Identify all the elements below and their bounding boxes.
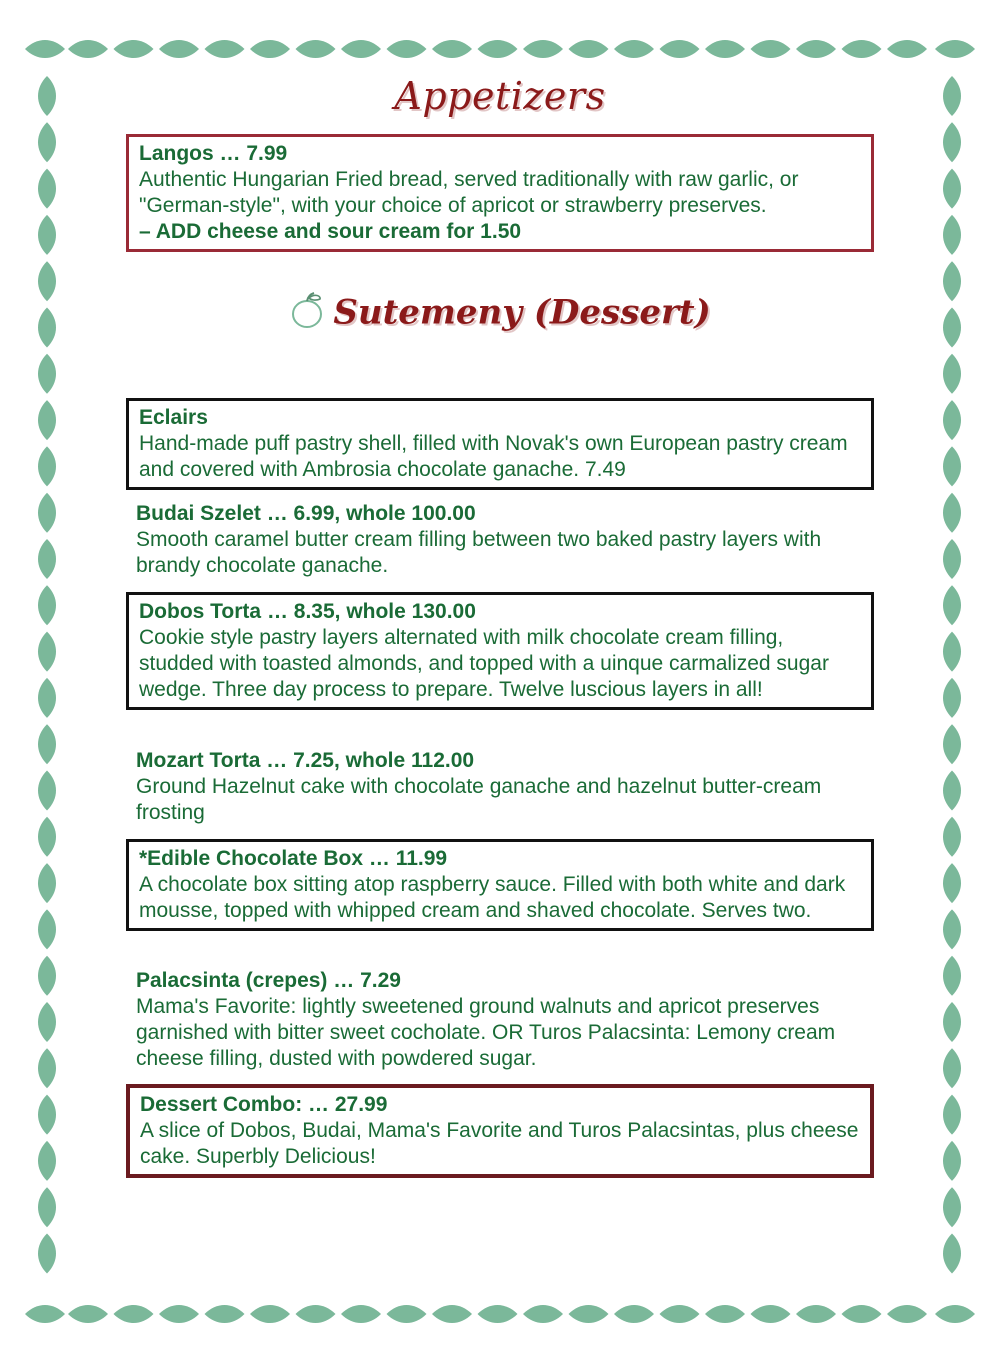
border-leaf-bottom (205, 1305, 245, 1323)
border-leaf-left (38, 632, 56, 672)
border-leaf-right (943, 724, 961, 764)
border-leaf-left (38, 863, 56, 903)
menu-item-langos (126, 134, 874, 252)
border-leaf-bottom (478, 1305, 518, 1323)
border-leaf-left (38, 817, 56, 857)
border-leaf-bottom (114, 1305, 154, 1323)
dessert-heading (0, 290, 1000, 339)
item-note: – ADD cheese and sour cream for 1.50 (139, 220, 522, 243)
border-leaf-left (38, 1095, 56, 1135)
border-leaf-top (341, 40, 381, 58)
border-leaf-right (943, 585, 961, 625)
border-leaf-left (38, 678, 56, 718)
border-leaf-right (943, 817, 961, 857)
border-leaf-right (943, 122, 961, 162)
border-leaf-bottom (569, 1305, 609, 1323)
border-leaf-left (38, 724, 56, 764)
menu-item-mozart-torta (126, 744, 874, 830)
border-leaf-bottom (751, 1305, 791, 1323)
border-leaf-right (943, 1002, 961, 1042)
border-leaf-left (38, 585, 56, 625)
border-leaf-top (478, 40, 518, 58)
border-leaf-right (943, 1095, 961, 1135)
item-name: Palacsinta (crepes) … 7.29 (136, 969, 401, 992)
border-leaf-top (660, 40, 700, 58)
border-leaf-bottom (614, 1305, 654, 1323)
item-name: Dessert Combo: … 27.99 (140, 1093, 388, 1116)
border-leaf-left (38, 400, 56, 440)
border-leaf-left (38, 771, 56, 811)
border-leaf-right (943, 632, 961, 672)
menu-item-dobos-torta (126, 592, 874, 710)
border-leaf-bottom (523, 1305, 563, 1323)
border-leaf-left (38, 169, 56, 209)
border-leaf-bottom (387, 1305, 427, 1323)
border-leaf-bottom (432, 1305, 472, 1323)
border-leaf-top (751, 40, 791, 58)
menu-item-eclairs (126, 398, 874, 490)
border-leaf-left (38, 1002, 56, 1042)
border-leaf-right (943, 446, 961, 486)
item-name: Dobos Torta … 8.35, whole 130.00 (139, 600, 476, 623)
border-leaf-top (796, 40, 836, 58)
border-leaf-bottom (159, 1305, 199, 1323)
border-leaf-top (705, 40, 745, 58)
border-leaf-left (38, 909, 56, 949)
item-description: Smooth caramel butter cream filling between two baked pastry layers with brandy chocolate ganache. (136, 528, 822, 577)
border-leaf-right (943, 1234, 961, 1274)
border-leaf-top (887, 40, 927, 58)
border-leaf-right (943, 400, 961, 440)
border-leaf-left (38, 956, 56, 996)
border-leaf-top (569, 40, 609, 58)
border-leaf-corner (25, 1305, 65, 1323)
item-name: Mozart Torta … 7.25, whole 112.00 (136, 749, 475, 772)
item-name: *Edible Chocolate Box … 11.99 (139, 847, 448, 870)
border-leaf-bottom (887, 1305, 927, 1323)
dessert-heading-text: Sutemeny (Dessert) (333, 292, 711, 333)
border-leaf-right (943, 771, 961, 811)
border-leaf-left (38, 493, 56, 533)
border-leaf-left (38, 1141, 56, 1181)
border-leaf-left (38, 1234, 56, 1274)
border-leaf-right (943, 909, 961, 949)
appetizers-heading: Appetizers (394, 74, 606, 118)
border-leaf-bottom (796, 1305, 836, 1323)
item-description: Authentic Hungarian Fried bread, served traditionally with raw garlic, or "German-style", with your choice of apricot or strawberry preserves. (139, 168, 799, 217)
border-leaf-left (38, 1048, 56, 1088)
border-leaf-bottom (68, 1305, 108, 1323)
border-leaf-corner (25, 40, 65, 58)
item-description: Cookie style pastry layers alternated with milk chocolate cream filling, studded with toasted almonds, and topped with a uinque carmalized sugar wedge. Three day process to prepare. Twelve luscious layers in all! (139, 626, 829, 701)
item-description: Mama's Favorite: lightly sweetened ground walnuts and apricot preserves garnished with bitter sweet cocholate. OR Turos Palacsinta: Lemony cream cheese filling, dusted with powdered sugar. (136, 995, 836, 1070)
border-leaf-bottom (341, 1305, 381, 1323)
item-name: Langos … 7.99 (139, 142, 288, 165)
border-leaf-top (68, 40, 108, 58)
border-leaf-bottom (296, 1305, 336, 1323)
border-leaf-right (943, 863, 961, 903)
border-leaf-right (943, 215, 961, 255)
border-leaf-right (943, 678, 961, 718)
border-leaf-bottom (660, 1305, 700, 1323)
item-name: Eclairs (139, 406, 208, 429)
border-leaf-right (943, 956, 961, 996)
border-leaf-bottom (705, 1305, 745, 1323)
border-leaf-top (523, 40, 563, 58)
border-leaf-left (38, 539, 56, 579)
border-leaf-top (159, 40, 199, 58)
menu-item-dessert-combo (126, 1084, 874, 1178)
border-leaf-right (943, 1187, 961, 1227)
border-leaf-bottom (250, 1305, 290, 1323)
menu-item-budai-szelet (126, 497, 874, 583)
border-leaf-top (387, 40, 427, 58)
border-leaf-right (943, 354, 961, 394)
item-description: A chocolate box sitting atop raspberry sauce. Filled with both white and dark mousse, topped with whipped cream and shaved chocolate. Serves two. (139, 873, 846, 922)
border-leaf-top (250, 40, 290, 58)
border-leaf-top (842, 40, 882, 58)
apple-icon (289, 290, 325, 339)
border-leaf-right (943, 539, 961, 579)
menu-item-edible-chocolate-box (126, 839, 874, 931)
border-leaf-corner (935, 1305, 975, 1323)
border-leaf-right (943, 1141, 961, 1181)
border-leaf-right (943, 169, 961, 209)
item-description: A slice of Dobos, Budai, Mama's Favorite and Turos Palacsintas, plus cheese cake. Superbly Delicious! (140, 1119, 859, 1168)
border-leaf-top (296, 40, 336, 58)
menu-item-palacsinta (126, 964, 874, 1076)
border-leaf-top (432, 40, 472, 58)
border-leaf-left (38, 215, 56, 255)
border-leaf-bottom (842, 1305, 882, 1323)
border-leaf-top (114, 40, 154, 58)
item-description: Hand-made puff pastry shell, filled with Novak's own European pastry cream and covered with Ambrosia chocolate ganache. 7.49 (139, 432, 848, 481)
border-leaf-left (38, 446, 56, 486)
item-description: Ground Hazelnut cake with chocolate ganache and hazelnut butter-cream frosting (136, 775, 822, 824)
border-leaf-corner (935, 40, 975, 58)
border-leaf-top (614, 40, 654, 58)
border-leaf-left (38, 122, 56, 162)
item-name: Budai Szelet … 6.99, whole 100.00 (136, 502, 476, 525)
border-leaf-left (38, 1187, 56, 1227)
border-leaf-right (943, 1048, 961, 1088)
border-leaf-right (943, 493, 961, 533)
border-leaf-top (205, 40, 245, 58)
border-leaf-left (38, 354, 56, 394)
